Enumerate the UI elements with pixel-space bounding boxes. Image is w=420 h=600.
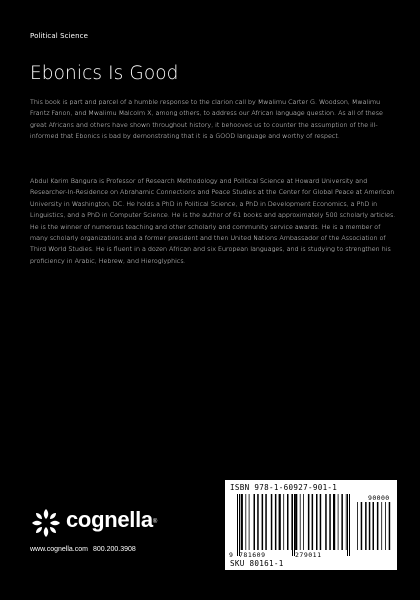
book-title: Ebonics Is Good [30,63,179,84]
author-bio: Abdul Karim Bangura is Professor of Research Methodology and Political Science at Howard University and Researcher-In-Residence on Abrahamic Connections and Peace Studies at the Center for Global Peace at American University in Washington, DC. He holds a PhD in Political Science, a PhD in Development Economics, a PhD in Linguistics, and a PhD in Computer Science. He is the author of 61 books and approximately 500 scholarly articles. He is the winner of numerous teaching and other scholarly and community service awards. He is a member of many scholarly organizations and a former president and then United Nations Ambassador of the Association of Third World Studies. He is fluent in a dozen African and six European languages, and is studying to strengthen his proficiency in Arabic, Hebrew, and Hieroglyphics. [30,178,396,265]
cognella-spiral-logo-icon [30,507,62,539]
barcode-digits-right: 279011 [295,551,322,559]
publisher-website: www.cognella.com [30,546,88,553]
category-label: Political Science [30,32,88,40]
barcode-addon-digits: 90000 [368,494,390,502]
barcode-box [225,480,397,570]
publisher-contact [30,546,136,553]
publisher-name: cognella® [66,507,157,532]
barcode-digits-left: 781609 [239,551,266,559]
sku-text: SKU 80161-1 [230,559,284,568]
book-description: This book is part and parcel of a humble response to the clarion call by Mwalimu Carter G. Woodson, Mwalimu Frantz Fanon, and Mwalimu Malcolm X, among others, to address our African language question. As all of these great Africans and others have shown throughout history, it behooves us to counter the assumption of the ill-informed that Ebonics is bad by demonstrating that it is a GOOD language and worthy of respect. [30,99,383,141]
publisher-phone: 800.200.3908 [92,546,136,553]
barcode-lead-digit: 9 [229,551,234,559]
isbn-text: ISBN 978-1-60927-901-1 [230,483,338,492]
